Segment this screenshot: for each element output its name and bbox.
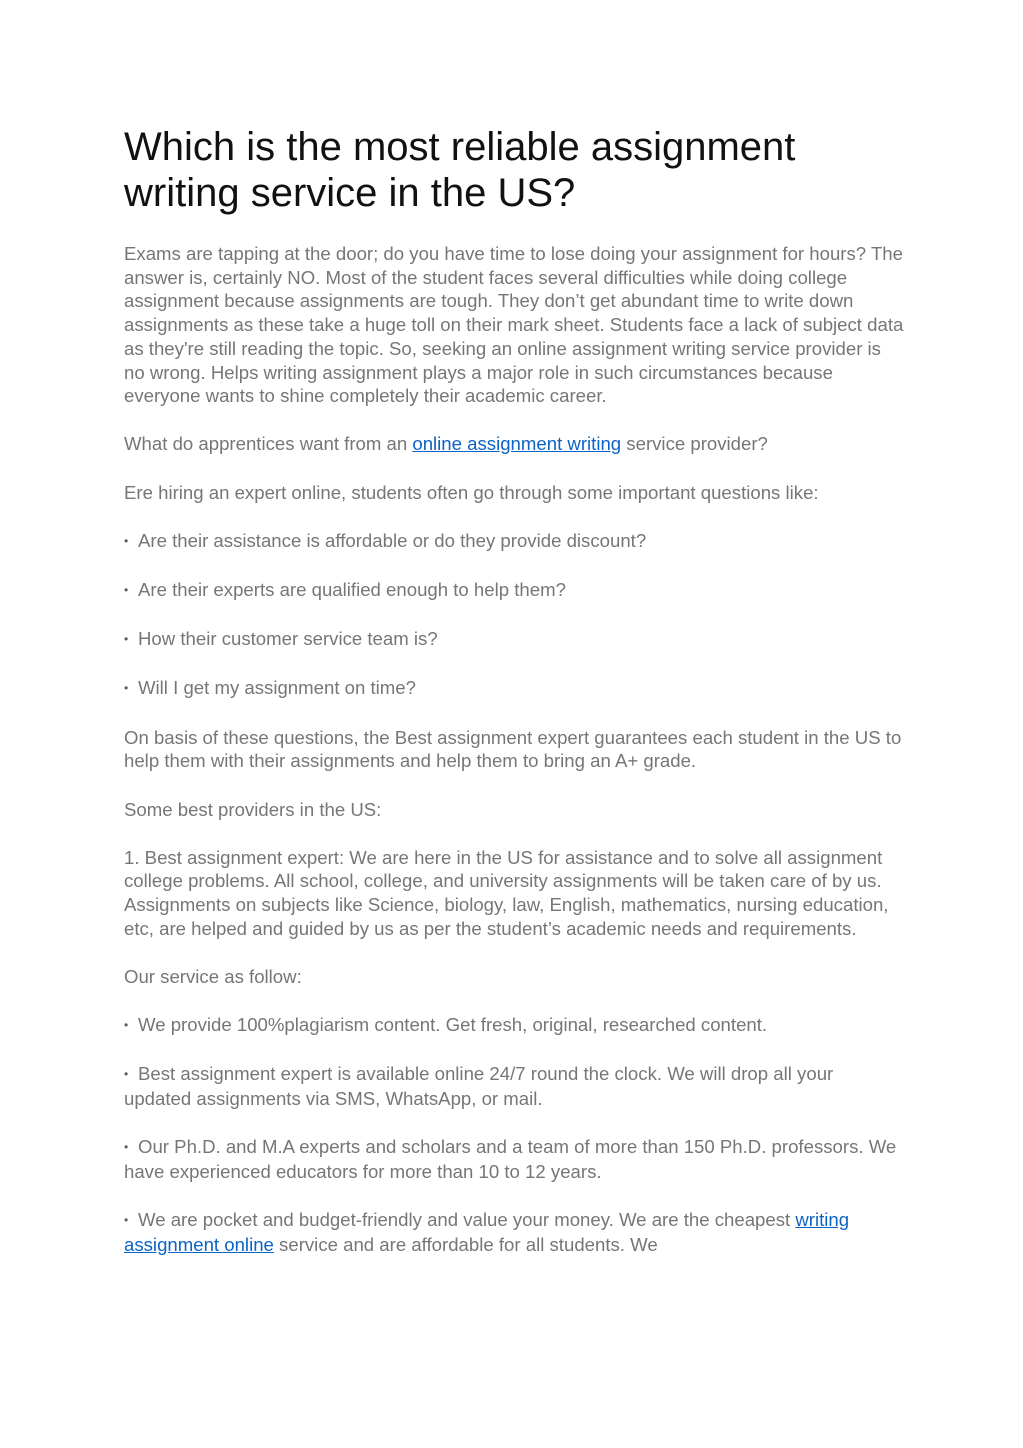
service-item [124,1062,904,1110]
question-text: Will I get my assignment on time? [138,677,416,699]
page-title: Which is the most reliable assignment writing service in the US? [124,125,796,215]
service-text: Best assignment expert is available online 24/7 round the clock. We will drop all your updated assignments via SMS, WhatsApp, or mail. [124,1063,834,1110]
question-line [124,432,904,456]
question-item [124,676,904,701]
question-line-after: service provider? [621,433,768,455]
service-text: We provide 100%plagiarism content. Get fresh, original, researched content. [138,1014,768,1036]
question-text: Are their assistance is affordable or do they provide discount? [138,529,647,551]
service-item [124,1135,904,1183]
bullet-icon: • [124,583,129,598]
bullet-icon: • [124,1067,129,1082]
bullet-icon: • [124,533,129,548]
providers-heading: Some best providers in the US: [124,798,382,820]
last-service-after: service and are affordable for all students. We [273,1233,658,1255]
services-heading: Our service as follow: [124,966,302,988]
bullet-icon: • [124,1213,129,1228]
question-text: Are their experts are qualified enough to help them? [138,579,566,601]
provider-1-paragraph: 1. Best assignment expert: We are here in the US for assistance and to solve all assignment college problems. All school, college, and university assignments will be taken care of by us. Assignments on subjects like Science, biology, law, English, mathematics, nursing education, etc, are helped and guided by us as per the student’s academic needs and requirements. [124,846,889,939]
questions-intro: Ere hiring an expert online, students often go through some important questions like: [124,481,819,503]
bullet-icon: • [124,681,129,696]
question-item [124,529,904,554]
online-assignment-writing-link[interactable]: online assignment writing [412,433,622,455]
writing-assignment-online-link[interactable]: writing assignment online [124,1209,850,1255]
service-item-last [124,1208,904,1256]
question-item [124,627,904,652]
service-item [124,1013,904,1038]
question-line-before: What do apprentices want from an [124,433,413,455]
intro-paragraph: Exams are tapping at the door; do you have time to lose doing your assignment for hours? The answer is, certainly NO. Most of the student faces several difficulties while doing college assignment because assignments are tough. They don’t get abundant time to write down assignments as these take a huge toll on their mark sheet. Students face a lack of subject data as they're still reading the topic. So, seeking an online assignment writing service provider is no wrong. Helps writing assignment plays a major role in such circumstances because everyone wants to shine completely their academic career. [124,243,904,407]
bullet-icon: • [124,1018,129,1033]
bullet-icon: • [124,632,129,647]
service-text: Our Ph.D. and M.A experts and scholars and a team of more than 150 Ph.D. professors. We have experienced educators for more than 10 to 12 years. [124,1136,897,1183]
bullet-icon: • [124,1140,129,1155]
guarantee-paragraph: On basis of these questions, the Best assignment expert guarantees each student in the US to help them with their assignments and help them to bring an A+ grade. [124,726,902,772]
question-item [124,578,904,603]
last-service-before: We are pocket and budget-friendly and value your money. We are the cheapest [138,1209,796,1231]
question-text: How their customer service team is? [138,628,438,650]
